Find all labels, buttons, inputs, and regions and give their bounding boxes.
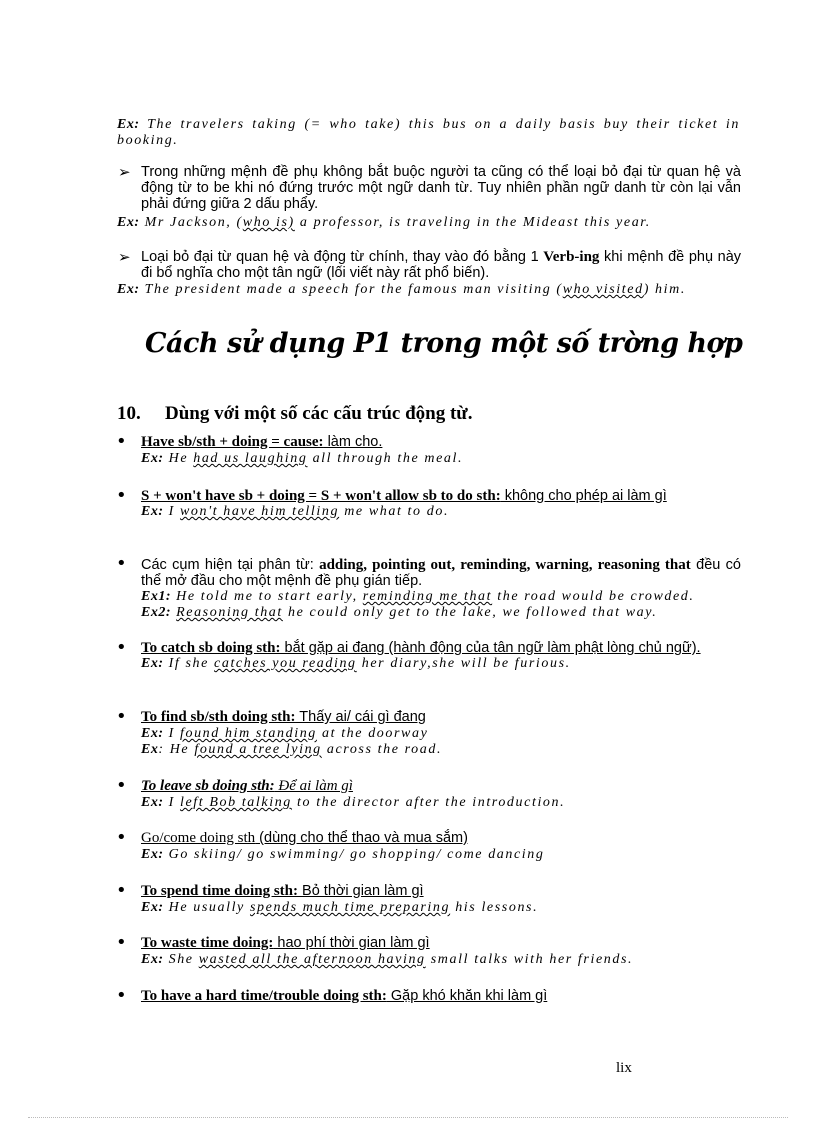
item-structure: S + won't have sb + doing = S + won't allow sb to do sth: [141, 488, 501, 504]
example-text: his lessons. [450, 900, 539, 915]
example-underlined: wasted all the afternoon having [198, 952, 426, 967]
note-verb-ing [141, 249, 741, 281]
list-item [141, 557, 741, 621]
example-text: a professor, is traveling in the Mideast this year. [294, 215, 651, 230]
bullet-icon: • [116, 932, 127, 953]
bullet-icon: • [116, 775, 127, 796]
section-heading [117, 403, 472, 425]
list-item [141, 830, 741, 863]
example-underlined: Reasoning that [176, 605, 283, 620]
item-meaning: làm cho. [323, 434, 383, 450]
example-travelers [117, 117, 740, 149]
list-item [141, 935, 741, 968]
item-structure: To leave sb doing sth: [141, 778, 275, 794]
example-underlined: reminding me that [362, 589, 493, 604]
example-underlined: found a tree lying [194, 742, 322, 757]
list-item [141, 883, 741, 916]
note-text: Trong những mệnh đề phụ không bắt buộc người ta cũng có thể loại bỏ đại từ quan hệ và động từ to be khi nó đứng trước một ngữ danh từ. Tuy nhiên phần ngữ danh từ còn lại vẫn phải đứng giữa 2 dấu phẩy. [141, 164, 741, 212]
example-label: Ex1: [141, 589, 171, 604]
example-text: to the director after the introduction. [291, 795, 566, 810]
example-label: Ex: [141, 795, 164, 810]
example-label: Ex: [117, 117, 140, 132]
arrow-bullet-icon: ➢ [118, 163, 131, 181]
note-reduced-relative [141, 164, 741, 212]
example-text: The president made a speech for the famous man visiting ( [144, 282, 563, 297]
list-item [141, 640, 743, 672]
example-text: he could only get to the lake, we followed that way. [282, 605, 658, 620]
example-president [117, 282, 777, 298]
item-meaning: hao phí thời gian làm gì [273, 935, 430, 951]
example-label: Ex: [141, 504, 164, 519]
list-item [141, 709, 741, 758]
item-meaning: Gặp khó khăn khi làm gì [386, 988, 548, 1004]
item-structure: Have sb/sth + doing = cause: [141, 434, 324, 450]
footer-divider [28, 1117, 788, 1118]
example-text: all through the meal. [307, 451, 464, 466]
example-text: He told me to start early, [176, 589, 363, 604]
example-text: small talks with her friends. [425, 952, 634, 967]
item-meaning: đều có thể mở đầu cho một mệnh đề phụ gián tiếp. [141, 557, 741, 589]
item-structure: adding, pointing out, reminding, warning, reasoning that [319, 557, 691, 573]
bullet-icon: • [116, 985, 127, 1006]
arrow-bullet-icon: ➢ [118, 248, 131, 266]
example-label: Ex: [141, 952, 164, 967]
list-item [141, 778, 741, 811]
list-item [141, 988, 741, 1005]
section-title: Cách sử dụng P1 trong một số trờng hợp [145, 328, 743, 359]
example-text: : He [158, 742, 195, 757]
item-structure: To catch sb doing sth: [141, 640, 281, 656]
bullet-icon: • [116, 637, 127, 658]
example-label: Ex: [117, 282, 140, 297]
example-text: Go skiing/ go swimming/ go shopping/ come dancing [168, 847, 545, 862]
example-label: Ex [141, 742, 159, 757]
example-text: at the doorway [316, 726, 429, 741]
item-structure: Go/come doing sth [141, 830, 256, 846]
note-text: Loại bỏ đại từ quan hệ và động từ chính, thay vào đó bằng 1 [141, 249, 544, 265]
bullet-icon: • [116, 706, 127, 727]
bullet-icon: • [116, 880, 127, 901]
item-meaning: Bỏ thời gian làm gì [298, 883, 424, 899]
note-bold: Verb-ing [543, 249, 600, 265]
example-text: The travelers taking (= who take) this bus on a daily basis buy their ticket in booking. [117, 117, 740, 148]
example-label: Ex: [141, 451, 164, 466]
example-text: He [168, 451, 194, 466]
example-underlined: won't have him telling [179, 504, 340, 519]
example-label: Ex: [141, 847, 164, 862]
note-text: khi mệnh đề phụ này đi bổ nghĩa cho một tân ngữ (lối viết này rất phổ biến). [141, 249, 742, 281]
example-underlined: catches you reading [214, 656, 357, 671]
example-text: He usually [168, 900, 250, 915]
example-text: I [168, 726, 180, 741]
item-meaning: bắt gặp ai đang (hành động của tân ngữ làm phật lòng chủ ngữ). [280, 640, 701, 656]
example-underlined: who is) [242, 215, 295, 230]
example-text: across the road. [321, 742, 443, 757]
example-label: Ex2: [141, 605, 171, 620]
example-text: She [168, 952, 199, 967]
bullet-icon: • [116, 553, 127, 574]
example-underlined: who visited [562, 282, 644, 297]
example-text: I [168, 795, 180, 810]
example-underlined: spends much time preparing [249, 900, 451, 915]
item-meaning: không cho phép ai làm gì [500, 488, 667, 504]
example-label: Ex: [117, 215, 140, 230]
bullet-icon: • [116, 431, 127, 452]
heading-number: 10. [117, 403, 141, 424]
item-structure: To spend time doing sth: [141, 883, 298, 899]
example-underlined: had us laughing [193, 451, 308, 466]
item-structure: To find sb/sth doing sth: [141, 709, 296, 725]
example-text: me what to do. [339, 504, 450, 519]
example-label: Ex: [141, 726, 164, 741]
bullet-icon: • [116, 485, 127, 506]
example-label: Ex: [141, 656, 164, 671]
example-text: I [168, 504, 180, 519]
example-text: her diary,she will be furious. [356, 656, 571, 671]
example-label: Ex: [141, 900, 164, 915]
item-meaning: Để ai làm gì [274, 778, 353, 794]
item-structure: To have a hard time/trouble doing sth: [141, 988, 387, 1004]
item-structure: To waste time doing: [141, 935, 274, 951]
example-underlined: found him standing [179, 726, 317, 741]
example-jackson [117, 215, 757, 231]
heading-text: Dùng với một số các cấu trúc động từ. [165, 403, 473, 424]
example-text: Mr Jackson, ( [144, 215, 243, 230]
list-item [141, 434, 741, 467]
example-text: If she [168, 656, 215, 671]
item-intro: Các cụm hiện tại phân từ: [141, 557, 320, 573]
item-meaning: Thấy ai/ cái gì đang [295, 709, 426, 725]
list-item [141, 488, 746, 520]
item-meaning: (dùng cho thể thao và mua sắm) [255, 830, 468, 846]
example-text: the road would be crowded. [492, 589, 695, 604]
bullet-icon: • [116, 827, 127, 848]
example-text: ) him. [643, 282, 686, 297]
page-number: lix [616, 1060, 632, 1076]
example-underlined: left Bob talking [179, 795, 292, 810]
